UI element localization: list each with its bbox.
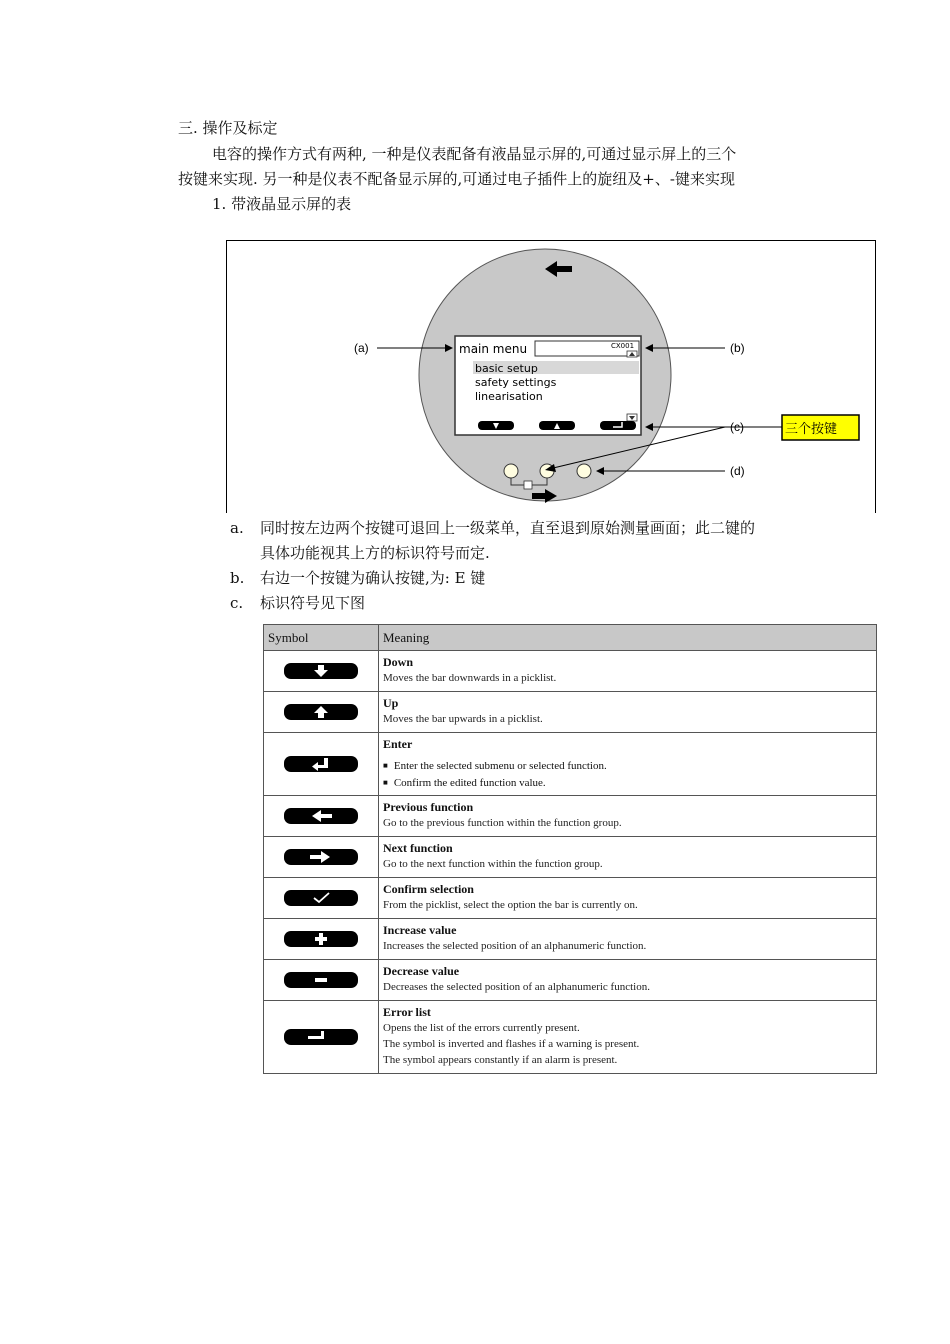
- meaning-title: Down: [383, 655, 414, 669]
- meaning-title: Decrease value: [383, 964, 460, 978]
- table-row: [264, 796, 877, 837]
- up-arrow-icon: [539, 421, 575, 430]
- meaning-title: Next function: [383, 841, 453, 855]
- lcd-menu-item: basic setup: [475, 362, 538, 375]
- table-row: [264, 1001, 877, 1074]
- callout-text: 三个按键: [785, 422, 838, 437]
- note-b: 右边一个按键为确认按键,为: E 键: [260, 569, 486, 587]
- table-row: [264, 837, 877, 878]
- meaning-title: Increase value: [383, 923, 457, 937]
- intro-line-1: 电容的操作方式有两种, 一种是仪表配备有液晶显示屏的,可通过显示屏上的三个: [212, 145, 737, 163]
- meaning-title: Previous function: [383, 800, 474, 814]
- meaning-desc: From the picklist, select the option the bar is currently on.: [383, 899, 638, 911]
- table-row: [264, 733, 877, 796]
- meaning-desc: The symbol is inverted and flashes if a warning is present.: [383, 1038, 640, 1050]
- table-row: [264, 919, 877, 960]
- meaning-title: Confirm selection: [383, 882, 474, 896]
- lcd-menu-item: linearisation: [475, 390, 543, 403]
- meaning-desc: Moves the bar downwards in a picklist.: [383, 672, 557, 684]
- down-arrow-icon: [284, 661, 358, 681]
- meaning-desc: The symbol appears constantly if an alarm is present.: [383, 1054, 618, 1066]
- subheading: 1. 带液晶显示屏的表: [212, 195, 352, 213]
- up-arrow-icon: [284, 702, 358, 722]
- enter-icon: [600, 421, 636, 430]
- meaning-desc: Moves the bar upwards in a picklist.: [383, 713, 543, 725]
- enter-key: [577, 464, 591, 478]
- check-icon: [284, 888, 358, 908]
- label-d: (d): [730, 464, 745, 478]
- label-c: (c): [730, 420, 744, 434]
- header-symbol: Symbol: [264, 625, 379, 651]
- lcd-menu-item: safety settings: [475, 376, 557, 389]
- note-a-line2: 具体功能视其上方的标识符号而定.: [260, 544, 490, 562]
- minus-key: [504, 464, 518, 478]
- meaning-bullet: ■ Confirm the edited function value.: [383, 775, 872, 792]
- meaning-bullet: ■ Enter the selected submenu or selected function.: [383, 758, 872, 775]
- right-arrow-icon: [284, 847, 358, 867]
- header-meaning: Meaning: [379, 625, 877, 651]
- intro-line-2: 按键来实现. 另一种是仪表不配备显示屏的,可通过电子插件上的旋纽及+、-键来实现: [178, 170, 735, 188]
- lcd-code: CX001: [611, 342, 635, 350]
- enter-icon: [284, 754, 358, 774]
- note-marker: c.: [230, 594, 244, 612]
- meaning-desc: Increases the selected position of an alphanumeric function.: [383, 940, 647, 952]
- note-a-line1: 同时按左边两个按键可退回上一级菜单，直至退到原始测量画面；此二键的: [260, 519, 756, 537]
- symbol-table: [263, 624, 877, 1074]
- display-figure: [226, 240, 876, 513]
- note-c: 标识符号见下图: [260, 594, 366, 612]
- table-row: [264, 692, 877, 733]
- label-b: (b): [730, 341, 745, 355]
- left-arrow-icon: [284, 806, 358, 826]
- meaning-desc: Go to the next function within the function group.: [383, 858, 603, 870]
- table-header-row: [264, 625, 877, 651]
- note-marker: a.: [230, 519, 244, 537]
- label-a: (a): [354, 341, 369, 355]
- minus-icon: [284, 970, 358, 990]
- meaning-title: Up: [383, 696, 399, 710]
- section-heading: 三. 操作及标定: [178, 119, 278, 137]
- table-row: [264, 960, 877, 1001]
- meaning-desc: Go to the previous function within the function group.: [383, 817, 622, 829]
- table-row: [264, 878, 877, 919]
- error-list-icon: [284, 1027, 358, 1047]
- table-row: [264, 651, 877, 692]
- meaning-title: Enter: [383, 737, 413, 751]
- meaning-desc: Decreases the selected position of an alphanumeric function.: [383, 981, 650, 993]
- lcd-header: main menu: [459, 342, 528, 356]
- plus-icon: [284, 929, 358, 949]
- meaning-title: Error list: [383, 1005, 431, 1019]
- note-marker: b.: [230, 569, 245, 587]
- down-arrow-icon: [478, 421, 514, 430]
- meaning-desc: Opens the list of the errors currently present.: [383, 1022, 580, 1034]
